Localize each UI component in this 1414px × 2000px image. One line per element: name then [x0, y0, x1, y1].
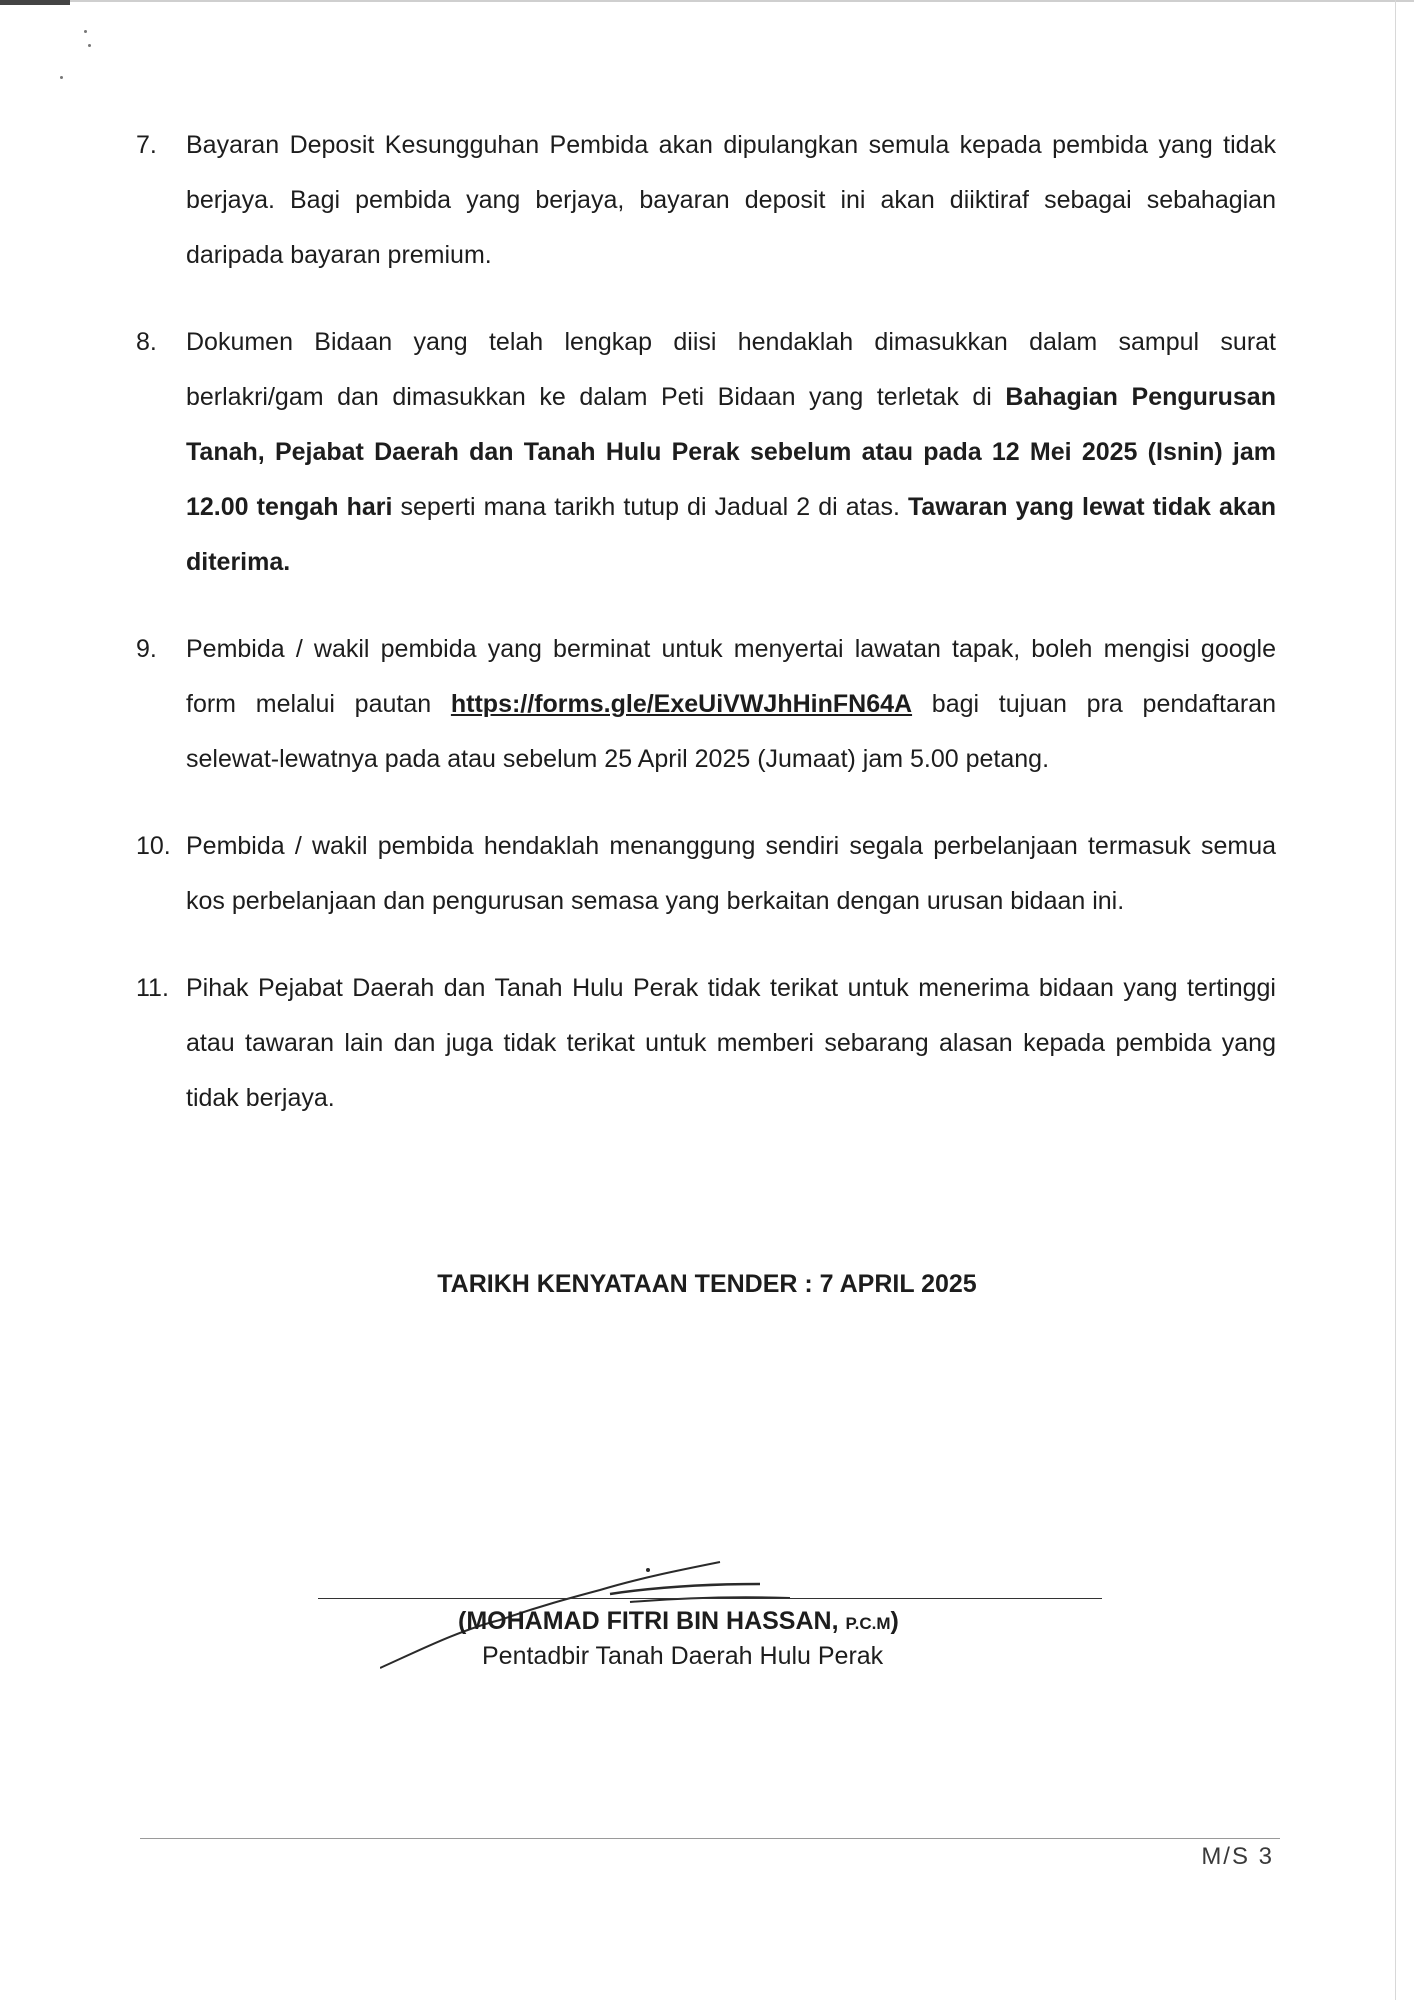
google-form-link[interactable]: https://forms.gle/ExeUiVWJhHinFN64A — [450, 690, 913, 718]
signatory-close: ) — [890, 1607, 899, 1635]
item-bold-text: Bahagian Pengurusan Tanah, Pejabat Daerah dan Tanah Hulu Perak sebelum atau pada 12 Mei 2025 (Isnin) jam 12.00 tengah hari — [186, 383, 1276, 521]
item-bold-text: Tawaran yang lewat tidak akan diterima. — [186, 493, 1276, 576]
scan-mark — [0, 0, 70, 5]
item-number: 7. — [136, 131, 157, 159]
page-top-edge — [0, 0, 1414, 2]
signatory-title: Pentadbir Tanah Daerah Hulu Perak — [482, 1642, 884, 1670]
item-text — [186, 622, 1276, 787]
item-number: 9. — [136, 635, 157, 663]
item-text-part: seperti mana tarikh tutup di Jadual 2 di atas. — [392, 493, 908, 521]
scan-speck — [84, 30, 87, 33]
item-text: Pembida / wakil pembida hendaklah menanggung sendiri segala perbelanjaan termasuk semua kos perbelanjaan dan pengurusan semasa yang berkaitan dengan urusan bidaan ini. — [186, 832, 1276, 915]
list-item — [136, 961, 1276, 1126]
list-item — [136, 622, 1276, 787]
page-right-edge — [1395, 0, 1396, 2000]
item-text: Bayaran Deposit Kesungguhan Pembida akan dipulangkan semula kepada pembida yang tidak berjaya. Bagi pembida yang berjaya, bayaran deposit ini akan diiktiraf sebagai sebahagian daripada bayaran premium. — [186, 131, 1276, 269]
list-item — [136, 315, 1276, 590]
item-text: Pihak Pejabat Daerah dan Tanah Hulu Perak tidak terikat untuk menerima bidaan yang tertinggi atau tawaran lain dan juga tidak terikat untuk memberi sebarang alasan kepada pembida yang tidak berjaya. — [186, 974, 1276, 1112]
signatory-name-text: (MOHAMAD FITRI BIN HASSAN, — [458, 1607, 839, 1635]
item-text-part: Pembida / wakil pembida yang berminat untuk menyertai lawatan tapak, boleh mengisi google form melalui pautan — [186, 635, 1276, 718]
signatory-name — [458, 1607, 899, 1636]
list-item — [136, 118, 1276, 283]
item-number: 10. — [136, 832, 171, 860]
list-item — [136, 819, 1276, 929]
signatory-honorific: P.C.M — [845, 1614, 891, 1633]
page-number: M/S 3 — [1201, 1843, 1274, 1870]
tender-date-heading: TARIKH KENYATAAN TENDER : 7 APRIL 2025 — [437, 1270, 977, 1298]
scan-speck — [60, 76, 63, 79]
item-text — [186, 315, 1276, 590]
scan-speck — [88, 44, 91, 47]
item-text-part: Dokumen Bidaan yang telah lengkap diisi hendaklah dimasukkan dalam sampul surat berlakri/gam dan dimasukkan ke dalam Peti Bidaan yang terletak di — [186, 328, 1276, 411]
item-number: 11. — [136, 974, 169, 1002]
item-number: 8. — [136, 328, 157, 356]
terms-list — [136, 118, 1276, 1158]
item-text-part: bagi tujuan pra pendaftaran selewat-lewatnya pada atau sebelum 25 April 2025 (Jumaat) jam 5.00 petang. — [186, 690, 1276, 773]
signature-line — [318, 1598, 1102, 1599]
footer-divider — [140, 1838, 1280, 1839]
